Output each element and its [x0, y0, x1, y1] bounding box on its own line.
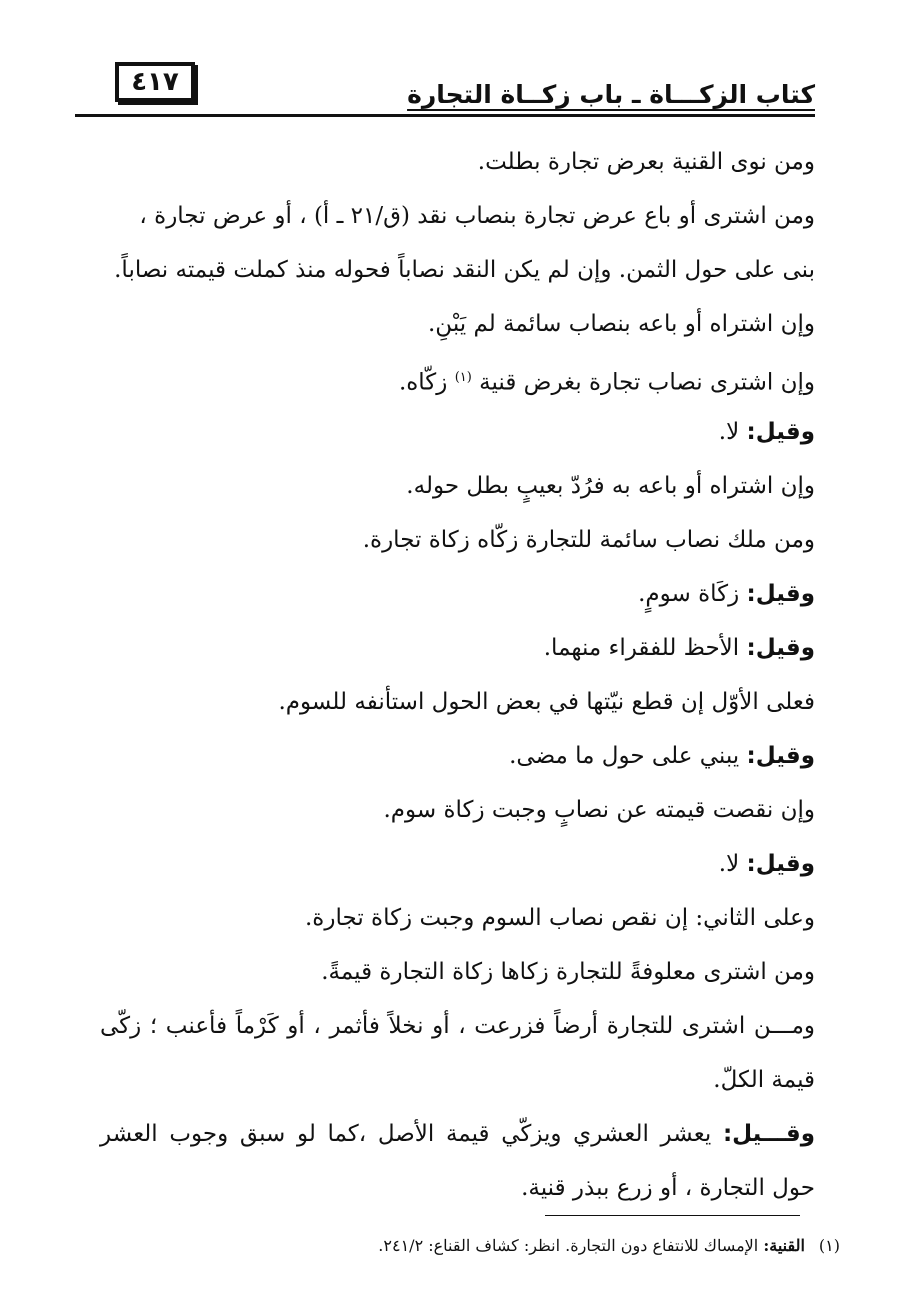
footnote-term: القنية:	[763, 1236, 805, 1255]
line-text: وإن اشتراه أو باعه بنصاب سائمة لم يَبْنِ.	[428, 311, 815, 337]
text-line	[100, 837, 815, 891]
line-text: يبني على حول ما مضى.	[509, 743, 747, 769]
line-text: زكّاه.	[398, 369, 455, 396]
text-line	[100, 297, 815, 351]
text-line	[100, 513, 815, 567]
text-line	[100, 135, 815, 189]
page-number: ٤١٧	[115, 62, 195, 102]
text-line	[100, 783, 815, 837]
paragraph-text: يعشر العشري ويزكّي قيمة الأصل ،كما لو سبق وجوب العشر حول التجارة ، أو زرع ببذر قنية.	[100, 1121, 815, 1201]
qil-label: وقيل:	[746, 419, 815, 445]
line-text: ومن ملك نصاب سائمة للتجارة زكّاه زكاة تجارة.	[362, 527, 815, 553]
line-text: وعلى الثاني: إن نقص نصاب السوم وجبت زكاة تجارة.	[305, 905, 815, 931]
page-header	[75, 62, 815, 122]
text-line	[100, 945, 815, 999]
qil-label: وقيل:	[746, 635, 815, 661]
paragraph	[100, 999, 815, 1107]
line-text: ومن نوى القنية بعرض تجارة بطلت.	[477, 149, 815, 175]
qil-label: وقيل:	[746, 851, 815, 877]
line-text: ومن اشترى أو باع عرض تجارة بنصاب نقد (ق/٢١ ـ أ) ، أو عرض تجارة ،	[139, 203, 815, 229]
line-text: لا.	[718, 419, 747, 445]
line-text: الأحظ للفقراء منهما.	[543, 635, 747, 661]
line-text: بنى على حول الثمن. وإن لم يكن النقد نصاباً فحوله منذ كملت قيمته نصاباً.	[114, 257, 815, 283]
text-line	[100, 729, 815, 783]
running-title: كتاب الزكـــاة ـ باب زكــاة التجارة	[407, 80, 815, 109]
qil-label: وقـــيل:	[722, 1121, 815, 1147]
paragraph	[100, 1107, 815, 1215]
qil-label: وقيل:	[746, 581, 815, 607]
line-text: ومن اشترى معلوفةً للتجارة زكاها زكاة التجارة قيمةً.	[321, 959, 815, 985]
text-line	[100, 675, 815, 729]
footnote-separator	[545, 1215, 800, 1216]
line-text: لا.	[718, 851, 747, 877]
paragraph-text: ومـــن اشترى للتجارة أرضاً فزرعت ، أو نخلاً فأثمر ، أو كَرْماً فأعنب ؛ زكّى قيمة الكلّ.	[100, 1013, 816, 1093]
text-line	[100, 189, 815, 243]
text-line	[100, 891, 815, 945]
footnote	[140, 1236, 840, 1255]
line-text: وإن نقصت قيمته عن نصابٍ وجبت زكاة سوم.	[383, 797, 815, 823]
footnote-text: الإمساك للانتفاع دون التجارة. انظر: كشاف القناع: ٢٤١/٢.	[378, 1236, 764, 1255]
text-line	[100, 351, 815, 405]
line-text: فعلى الأوّل إن قطع نيّتها في بعض الحول استأنفه للسوم.	[278, 689, 815, 715]
text-line	[100, 459, 815, 513]
footnote-marker: (١)	[818, 1236, 840, 1255]
text-line	[100, 567, 815, 621]
header-rule	[75, 114, 815, 117]
text-line	[100, 243, 815, 297]
text-line	[100, 405, 815, 459]
line-text: زكَاة سومٍ.	[638, 581, 747, 607]
qil-label: وقيل:	[746, 743, 815, 769]
body-text	[100, 135, 815, 1215]
line-text: وإن اشتراه أو باعه به فرُدّ بعيبٍ بطل حوله.	[406, 473, 815, 499]
line-text: وإن اشترى نصاب تجارة بغرض قنية	[471, 369, 815, 396]
footnote-reference[interactable]: (١)	[454, 370, 472, 385]
text-line	[100, 621, 815, 675]
